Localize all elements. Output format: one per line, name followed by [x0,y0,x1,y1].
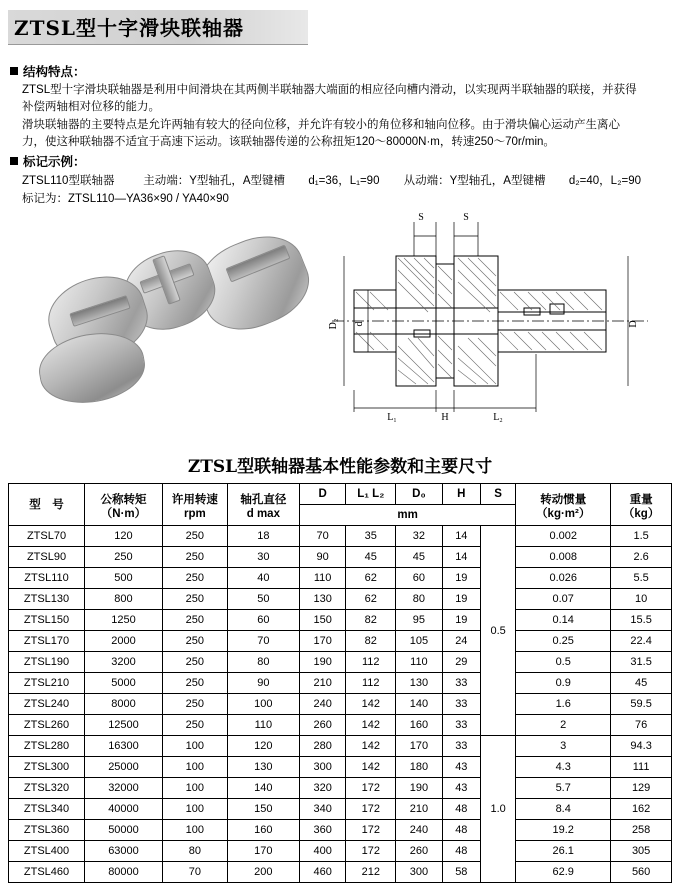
cell-bore: 130 [227,757,299,778]
cell-speed: 250 [162,589,227,610]
spec-table [8,483,672,883]
cell-weight: 45 [611,673,672,694]
cell-inertia: 26.1 [516,841,611,862]
header-bore-unit: d max [246,507,280,520]
cell-model: ZTSL210 [9,673,85,694]
table-row [9,736,672,757]
cell-inertia: 62.9 [516,862,611,883]
cell-L: 142 [346,694,396,715]
header-D0: D₀ [396,484,442,505]
header-inertia-label: 转动惯量 [540,493,587,506]
cell-speed: 70 [162,862,227,883]
cell-speed: 100 [162,820,227,841]
spec-table-body [9,526,672,883]
table-row [9,673,672,694]
cell-bore: 40 [227,568,299,589]
header-inertia [516,484,611,526]
cell-weight: 31.5 [611,652,672,673]
cell-D: 240 [299,694,345,715]
cell-inertia: 0.07 [516,589,611,610]
cell-torque: 32000 [85,778,163,799]
spec-table-head [9,484,672,526]
cell-H: 29 [442,652,480,673]
cell-D0: 130 [396,673,442,694]
section-heading-marking-label: 标记示例： [23,155,86,169]
cross-section-drawing [318,212,678,442]
cell-torque: 80000 [85,862,163,883]
cell-weight: 22.4 [611,631,672,652]
header-speed-label: 许用转速 [171,493,218,506]
cell-D: 460 [299,862,345,883]
cell-speed: 250 [162,673,227,694]
cell-bore: 70 [227,631,299,652]
cell-D: 150 [299,610,345,631]
cell-D: 190 [299,652,345,673]
table-row [9,820,672,841]
cell-torque: 12500 [85,715,163,736]
cell-H: 48 [442,799,480,820]
cell-speed: 100 [162,778,227,799]
marking-model: ZTSL110型联轴器 [22,175,115,187]
cell-D0: 140 [396,694,442,715]
structure-paragraph-2: 滑块联轴器的主要特点是允许两轴有较大的径向位移，并允许有较小的角位移和轴向位移。由于滑块偏心运动产生离心力，使这种联轴器不适宜于高速下运动。该联轴器传递的公称扭矩120～80000N·m，转速250～70r/min。 [22,119,620,148]
svg-text:L₂: L₂ [493,412,503,423]
cell-D: 300 [299,757,345,778]
header-torque-label: 公称转矩 [100,493,147,506]
table-row [9,862,672,883]
cell-D0: 45 [396,547,442,568]
cell-D: 340 [299,799,345,820]
cell-D0: 260 [396,841,442,862]
cell-torque: 2000 [85,631,163,652]
header-L: L₁ L₂ [346,484,396,505]
cell-weight: 15.5 [611,610,672,631]
cell-bore: 120 [227,736,299,757]
cell-inertia: 3 [516,736,611,757]
header-inertia-unit: （kg·m²） [536,507,591,520]
section-heading-structure [10,62,86,80]
cell-H: 19 [442,589,480,610]
cell-torque: 5000 [85,673,163,694]
cell-L: 45 [346,547,396,568]
cell-torque: 63000 [85,841,163,862]
cell-torque: 800 [85,589,163,610]
cell-weight: 10 [611,589,672,610]
cell-D0: 95 [396,610,442,631]
table-row [9,799,672,820]
cell-model: ZTSL130 [9,589,85,610]
cell-speed: 250 [162,694,227,715]
cell-weight: 162 [611,799,672,820]
cell-speed: 100 [162,757,227,778]
cell-D0: 160 [396,715,442,736]
cell-model: ZTSL70 [9,526,85,547]
cell-torque: 8000 [85,694,163,715]
cell-torque: 1250 [85,610,163,631]
cell-weight: 129 [611,778,672,799]
svg-text:S: S [418,212,424,223]
marking-drive-end: 主动端：Y型轴孔，A型键槽 [143,175,286,187]
cell-model: ZTSL150 [9,610,85,631]
square-bullet-icon [10,157,18,165]
cell-bore: 200 [227,862,299,883]
header-speed-unit: rpm [183,507,206,520]
table-row [9,757,672,778]
cell-L: 82 [346,631,396,652]
cell-H: 43 [442,757,480,778]
cell-inertia: 4.3 [516,757,611,778]
cell-bore: 60 [227,610,299,631]
header-S: S [481,484,516,505]
cell-speed: 80 [162,841,227,862]
cell-bore: 90 [227,673,299,694]
cell-H: 48 [442,820,480,841]
cell-H: 14 [442,526,480,547]
cell-model: ZTSL460 [9,862,85,883]
cell-H: 43 [442,778,480,799]
cell-D0: 240 [396,820,442,841]
cell-D: 320 [299,778,345,799]
section-heading-structure-label: 结构特点： [23,65,86,79]
cell-torque: 250 [85,547,163,568]
cell-L: 212 [346,862,396,883]
cell-bore: 110 [227,715,299,736]
cell-speed: 100 [162,799,227,820]
cell-H: 24 [442,631,480,652]
cell-D: 110 [299,568,345,589]
cell-D: 90 [299,547,345,568]
cell-bore: 100 [227,694,299,715]
cell-bore: 160 [227,820,299,841]
cell-D0: 60 [396,568,442,589]
cell-inertia: 0.026 [516,568,611,589]
header-torque-unit: （N·m） [100,507,147,520]
cell-H: 19 [442,610,480,631]
header-mm-unit: mm [299,505,515,526]
marking-line-2: 标记为：ZTSL110—YA36×90 / YA40×90 [22,193,229,205]
cell-L: 172 [346,820,396,841]
cell-H: 33 [442,673,480,694]
marking-d1: d₁=36，L₁=90 [308,175,380,187]
cell-inertia: 19.2 [516,820,611,841]
cell-torque: 50000 [85,820,163,841]
cell-H: 14 [442,547,480,568]
cell-H: 33 [442,736,480,757]
section-heading-marking [10,152,86,170]
cell-D0: 300 [396,862,442,883]
page-title: ZTSL型十字滑块联轴器 [14,16,244,40]
header-bore-label: 轴孔直径 [240,493,287,506]
header-model: 型 号 [9,484,85,526]
table-row [9,589,672,610]
svg-text:H: H [441,412,449,423]
cell-D0: 180 [396,757,442,778]
cell-bore: 30 [227,547,299,568]
cell-model: ZTSL170 [9,631,85,652]
cell-D0: 210 [396,799,442,820]
cell-bore: 80 [227,652,299,673]
cell-S-group: 1.0 [481,736,516,883]
cell-speed: 250 [162,547,227,568]
cell-inertia: 8.4 [516,799,611,820]
cell-L: 112 [346,673,396,694]
cell-inertia: 5.7 [516,778,611,799]
header-speed [162,484,227,526]
table-row [9,568,672,589]
isometric-assembly-illustration [14,216,314,444]
cell-model: ZTSL340 [9,799,85,820]
cell-D0: 105 [396,631,442,652]
cell-weight: 560 [611,862,672,883]
spec-table-wrapper [8,483,672,883]
header-row-1 [9,484,672,505]
cell-model: ZTSL240 [9,694,85,715]
header-H: H [442,484,480,505]
cell-inertia: 0.002 [516,526,611,547]
cell-weight: 76 [611,715,672,736]
cell-speed: 250 [162,610,227,631]
cell-model: ZTSL190 [9,652,85,673]
cell-weight: 258 [611,820,672,841]
svg-text:S: S [463,212,469,223]
cell-D: 210 [299,673,345,694]
cell-D: 360 [299,820,345,841]
svg-text:L₁: L₁ [387,412,397,423]
cell-inertia: 0.5 [516,652,611,673]
cell-speed: 250 [162,715,227,736]
cell-D: 280 [299,736,345,757]
cell-bore: 18 [227,526,299,547]
cell-weight: 5.5 [611,568,672,589]
square-bullet-icon [10,67,18,75]
cell-H: 19 [442,568,480,589]
header-weight-label: 重量 [629,493,653,506]
table-row [9,715,672,736]
cell-speed: 250 [162,652,227,673]
cell-D0: 190 [396,778,442,799]
cell-model: ZTSL400 [9,841,85,862]
header-bore [227,484,299,526]
cell-L: 35 [346,526,396,547]
cell-weight: 1.5 [611,526,672,547]
cell-speed: 250 [162,526,227,547]
svg-text:D: D [628,320,639,328]
cell-bore: 50 [227,589,299,610]
cell-H: 48 [442,841,480,862]
table-row [9,841,672,862]
table-caption: ZTSL型联轴器基本性能参数和主要尺寸 [187,457,493,477]
cell-inertia: 2 [516,715,611,736]
cell-inertia: 1.6 [516,694,611,715]
cell-torque: 25000 [85,757,163,778]
cell-torque: 120 [85,526,163,547]
cell-weight: 111 [611,757,672,778]
cell-model: ZTSL260 [9,715,85,736]
cell-L: 172 [346,841,396,862]
cell-D0: 80 [396,589,442,610]
cell-torque: 40000 [85,799,163,820]
cell-torque: 16300 [85,736,163,757]
cell-speed: 250 [162,631,227,652]
cell-D0: 110 [396,652,442,673]
cell-L: 62 [346,589,396,610]
header-weight-unit: （kg） [622,507,660,520]
svg-text:d: d [354,321,365,327]
cell-inertia: 0.14 [516,610,611,631]
cell-speed: 250 [162,568,227,589]
cell-L: 172 [346,778,396,799]
table-row [9,694,672,715]
cell-model: ZTSL110 [9,568,85,589]
cell-weight: 305 [611,841,672,862]
cell-bore: 140 [227,778,299,799]
svg-text:D₂: D₂ [328,318,339,330]
cell-bore: 170 [227,841,299,862]
cell-speed: 100 [162,736,227,757]
table-row [9,547,672,568]
cell-weight: 59.5 [611,694,672,715]
cell-inertia: 0.25 [516,631,611,652]
cell-model: ZTSL360 [9,820,85,841]
cell-D0: 32 [396,526,442,547]
cell-H: 33 [442,694,480,715]
cell-S-group: 0.5 [481,526,516,736]
cell-bore: 150 [227,799,299,820]
cell-D: 130 [299,589,345,610]
cell-inertia: 0.008 [516,547,611,568]
cell-weight: 94.3 [611,736,672,757]
cell-L: 112 [346,652,396,673]
cell-L: 82 [346,610,396,631]
table-row [9,778,672,799]
cell-model: ZTSL320 [9,778,85,799]
cell-L: 142 [346,715,396,736]
cell-model: ZTSL300 [9,757,85,778]
header-D: D [299,484,345,505]
cell-model: ZTSL90 [9,547,85,568]
cell-L: 142 [346,757,396,778]
cell-L: 142 [346,736,396,757]
cell-D: 400 [299,841,345,862]
cell-torque: 3200 [85,652,163,673]
cell-D0: 170 [396,736,442,757]
table-row [9,526,672,547]
header-weight [611,484,672,526]
cell-D: 70 [299,526,345,547]
cell-H: 58 [442,862,480,883]
table-row [9,610,672,631]
cell-L: 172 [346,799,396,820]
marking-d2: d₂=40，L₂=90 [568,175,642,187]
cell-weight: 2.6 [611,547,672,568]
cell-model: ZTSL280 [9,736,85,757]
table-row [9,631,672,652]
figure-area [0,208,680,448]
marking-line-1 [22,172,641,188]
cell-L: 62 [346,568,396,589]
structure-paragraph-1: ZTSL型十字滑块联轴器是利用中间滑块在其两侧半联轴器大端面的相应径向槽内滑动，以实现两半联轴器的联接，并获得补偿两轴相对位移的能力。 [22,84,637,113]
cell-inertia: 0.9 [516,673,611,694]
cell-H: 33 [442,715,480,736]
marking-driven-end: 从动端：Y型轴孔，A型键槽 [403,175,546,187]
cell-D: 260 [299,715,345,736]
cell-D: 170 [299,631,345,652]
table-row [9,652,672,673]
cell-torque: 500 [85,568,163,589]
header-torque [85,484,163,526]
